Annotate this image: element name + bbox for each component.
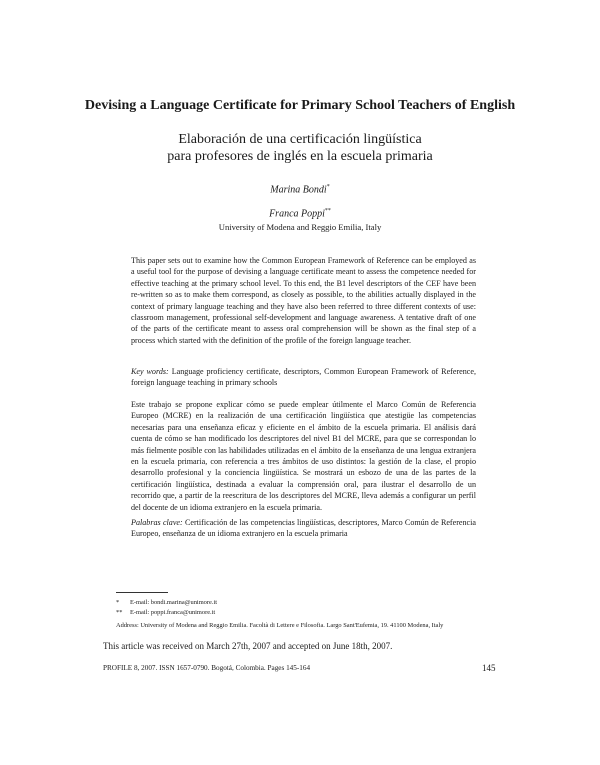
footnote-1 <box>116 598 217 608</box>
keywords-english <box>131 366 476 389</box>
journal-footer: PROFILE 8, 2007. ISSN 1657-0790. Bogotá, Colombia. Pages 145-164 <box>103 664 311 672</box>
author-1-mark: * <box>326 184 330 190</box>
spanish-title-line-1: Elaboración de una certificación lingüística <box>178 132 422 147</box>
keywords-english-text: Language proficiency certificate, descriptors, Common European Framework of Reference, foreign language teaching in primary schools <box>131 367 476 388</box>
spanish-title-line-2: para profesores de inglés en la escuela primaria <box>167 149 433 164</box>
paper-title: Devising a Language Certificate for Primary School Teachers of English <box>84 98 516 113</box>
footnote-2 <box>116 608 215 618</box>
keywords-spanish-label: Palabras clave: <box>131 518 183 527</box>
affiliation: University of Modena and Reggio Emilia, Italy <box>218 222 382 232</box>
abstract-english: This paper sets out to examine how the Common European Framework of Reference can be employed as a useful tool for the purpose of devising a language certificate meant to assess the competence needed for effective teaching at the primary school level. To this end, the B1 level descriptors of the CEF have been re-written so as to make them correspond, as closely as possible, to the abilities actually displayed in the context of primary language teaching and they have also been referred to three different contexts of use: classroom management, professional self-development and language awareness. A tentative draft of one of the parts of the certificate meant to assess oral comprehension will be shown as the final step of a process which started with the definition of the profile of the foreign language teacher. <box>131 256 476 345</box>
footnote-2-mark: ** <box>116 609 123 616</box>
author-1 <box>0 184 600 195</box>
abstract-spanish: Este trabajo se propone explicar cómo se puede emplear útilmente el Marco Común de Referencia Europeo (MCRE) en la realización de una certificación lingüística que atestigüe las competencias necesarias para una enseñanza eficaz y eficiente en el ámbito de la escuela primaria. El análisis dará cuenta de cómo se han modificado los descriptores del nivel B1 del MCRE, para que se correspondan lo más fielmente posible con las habilidades utilizadas en el ámbito de la enseñanza de una lengua extranjera en la escuela primaria, con referencia a tres ámbitos de uso distintos: la gestión de la clase, el propio desarrollo profesional y la conciencia lingüística. Se mostrará un esbozo de una de las partes de la certificación lingüística, destinada a evaluar la comprensión oral, para ilustrar el desarrollo de un recorrido que, a partir de la reescritura de los descriptores del MCRE, lleva además a configurar un perfil del docente de un idioma extranjero en la escuela primaria. <box>131 400 476 512</box>
keywords-spanish-text: Certificación de las competencias lingüísticas, descriptores, Marco Común de Referencia Europeo, enseñanza de un idioma extranjero en la escuela primaria <box>131 518 476 539</box>
author-address: Address: University of Modena and Reggio Emilia. Facoltà di Lettere e Filosofia. Largo Sant'Eufemia, 19. 41100 Modena, Italy <box>116 622 444 629</box>
author-1-name: Marina Bondi <box>270 184 327 196</box>
author-2-name: Franca Poppi <box>269 208 325 220</box>
footnote-1-text: E-mail: bondi.marina@unimore.it <box>130 599 217 606</box>
author-2-mark: ** <box>324 208 331 214</box>
keywords-spanish <box>131 517 476 540</box>
footnote-1-mark: * <box>116 599 120 606</box>
keywords-english-label: Key words: <box>131 367 169 376</box>
page-number: 145 <box>482 663 496 673</box>
author-2 <box>0 208 600 219</box>
received-note: This article was received on March 27th, 2007 and accepted on June 18th, 2007. <box>103 641 393 651</box>
footnote-divider <box>116 592 168 593</box>
footnote-2-text: E-mail: poppi.franca@unimore.it <box>130 609 216 616</box>
